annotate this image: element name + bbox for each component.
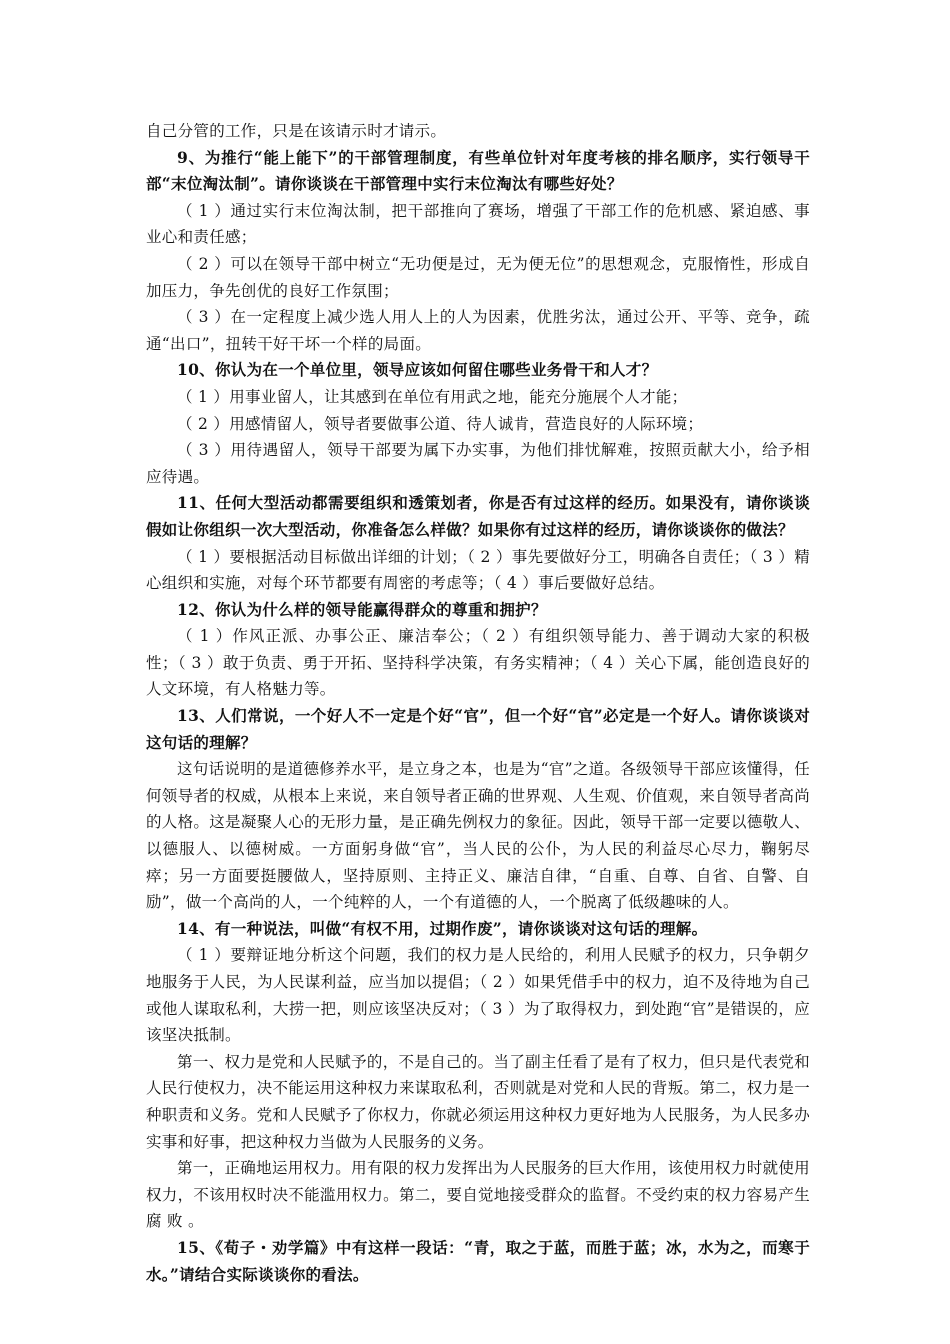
question-9: 9、为推行“能上能下”的干部管理制度，有些单位针对年度考核的排名顺序，实行领导干部“末位淘汰制”。请你谈谈在干部管理中实行末位淘汰有哪些好处？ — [146, 147, 810, 194]
answer-9-point-2: （ 2 ）可以在领导干部中树立“无功便是过，无为便无位”的思想观念，克服惰性，形成自加压力，争先创优的良好工作氛围； — [146, 254, 810, 300]
question-13: 13、人们常说，一个好人不一定是个好“官”，但一个好“官”必定是一个好人。请你谈谈对这句话的理解？ — [146, 706, 810, 752]
answer-10-point-3: （ 3 ）用待遇留人，领导干部要为属下办实事，为他们排忧解难，按照贡献大小，给予相应待遇。 — [146, 441, 810, 486]
document-body — [146, 118, 810, 1288]
answer-10-point-2: （ 2 ）用感情留人，领导者要做事公道、待人诚肯，营造良好的人际环境； — [177, 414, 704, 433]
answer-14-para-2: 第一、权力是党和人民赋予的，不是自己的。当了副主任看了是有了权力，但只是代表党和人民行使权力，决不能运用这种权力来谋取私利，否则就是对党和人民的背叛。第二，权力是一种职责和义务。党和人民赋予了你权力，你就必须运用这种权力更好地为人民服务，为人民多办实事和好事，把这种权力当做为人民服务的义务。 — [146, 1052, 810, 1151]
question-15: 15、《荀子・劝学篇》中有这样一段话：“青，取之于蓝，而胜于蓝；冰，水为之，而寒于水。”请结合实际谈谈你的看法。 — [146, 1237, 810, 1284]
answer-13: 这句话说明的是道德修养水平，是立身之本，也是为“官”之道。各级领导干部应该懂得，任何领导者的权威，从根本上来说，来自领导者正确的世界观、人生观、价值观，来自领导者高尚的人格。这是凝聚人心的无形力量，是正确先例权力的象征。因此，领导干部一定要以德敬人、以德服人、以德树威。一方面躬身做“官”，当人民的公仆，为人民的利益尽心尽力，鞠躬尽瘁；另一方面要挺腰做人，坚持原则、主持正义、廉洁自律，“自重、自尊、自省、自警、自励”，做一个高尚的人，一个纯粹的人，一个有道德的人，一个脱离了低级趣味的人。 — [146, 760, 810, 912]
answer-9-point-3: （ 3 ）在一定程度上减少选人用人上的人为因素，优胜劣汰，通过公开、平等、竞争，疏通“出口”，扭转干好干坏一个样的局面。 — [146, 308, 810, 353]
question-14: 14、有一种说法，叫做“有权不用，过期作废”，请你谈谈对这句话的理解。 — [177, 918, 708, 938]
question-11: 11、任何大型活动都需要组织和透策划者，你是否有过这样的经历。如果没有，请你谈谈假如让你组织一次大型活动，你准备怎么样做？如果你有过这样的经历，请你谈谈你的做法？ — [146, 493, 810, 539]
answer-10-point-1: （ 1 ）用事业留人，让其感到在单位有用武之地，能充分施展个人才能； — [177, 387, 688, 406]
answer-9-point-1: （ 1 ）通过实行末位淘汰制，把干部推向了赛场，增强了干部工作的危机感、紧迫感、事业心和责任感； — [146, 201, 810, 247]
answer-12: （ 1 ）作风正派、办事公正、廉洁奉公；（ 2 ）有组织领导能力、善于调动大家的积极性；（ 3 ）敢于负责、勇于开拓、坚持科学决策，有务实精神；（ 4 ）关心下属，能创造良好的人文环境，有人格魅力等。 — [146, 627, 810, 699]
paragraph-continuation: 自己分管的工作，只是在该请示时才请示。 — [146, 122, 447, 140]
question-12: 12、你认为什么样的领导能赢得群众的尊重和拥护？ — [177, 599, 547, 619]
answer-14-points: （ 1 ）要辩证地分析这个问题，我们的权力是人民给的，利用人民赋予的权力，只争朝夕地服务于人民，为人民谋利益，应当加以提倡；（ 2 ）如果凭借手中的权力，迫不及待地为自己或他人谋取私利，大捞一把，则应该坚决反对；（ 3 ）为了取得权力，到处跑“官”是错误的，应该坚决抵制。 — [146, 946, 810, 1045]
question-10: 10、你认为在一个单位里，领导应该如何留住哪些业务骨干和人才？ — [177, 360, 658, 380]
answer-14-para-3: 第一，正确地运用权力。用有限的权力发挥出为人民服务的巨大作用，该使用权力时就使用权力，不该用权时决不能滥用权力。第二，要自觉地接受群众的监督。不受约束的权力容易产生 腐 败 。 — [146, 1159, 810, 1231]
answer-11: （ 1 ）要根据活动目标做出详细的计划；（ 2 ）事先要做好分工，明确各自责任；（ 3 ）精心组织和实施，对每个环节都要有周密的考虑等；（ 4 ）事后要做好总结。 — [146, 547, 810, 593]
